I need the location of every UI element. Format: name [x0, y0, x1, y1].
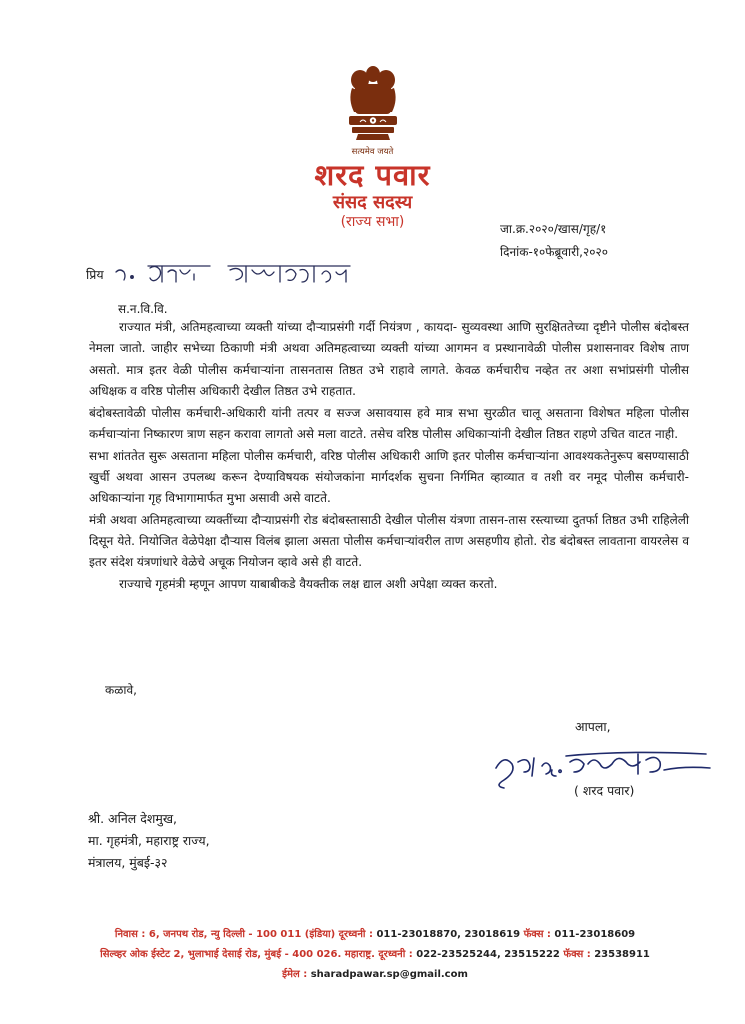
- emblem-motto: सत्यमेव जयते: [351, 147, 394, 157]
- letter-body: [89, 317, 689, 595]
- greeting: स.न.वि.वि.: [118, 302, 168, 316]
- footer-mumbai-address: सिल्व्हर ओक ईस्टेट 2, भुलाभाई देसाई रोड, मुंबई - 400 026. महाराष्ट्र. दूरध्वनी : 022-23525244, 23515222 फॅक्स : 23538911: [100, 949, 650, 960]
- addressee-name: श्री. अनिल देशमुख,: [88, 811, 178, 826]
- letter-date: दिनांक-१०फेब्रूवारी,२०२०: [500, 245, 608, 259]
- body-paragraph-1: राज्यात मंत्री, अतिमहत्वाच्या व्यक्ती यांच्या दौऱ्याप्रसंगी गर्दी नियंत्रण , कायदा- सुव्यवस्था आणि सुरक्षिततेच्या दृष्टीने पोलीस बंदोबस्त नेमला जातो. जाहीर सभेच्या ठिकाणी मंत्री अथवा अतिमहत्वाच्या व्यक्ती यांच्या आगमन व प्रस्थानावेळी पोलीस प्रशासनावर विशेष ताण असतो. मात्र इतर वेळी पोलीस कर्मचाऱ्यांना तासनतास तिष्ठत उभे राहावे लागते. केवळ कर्मचारीच नव्हेत तर अशा सभांप्रसंगी पोलीस अधिक्षक व वरिष्ठ पोलीस अधिकारी देखील तिष्ठत उभे राहतात.: [89, 320, 689, 398]
- addressee-office: मंत्रालय, मुंबई-३२: [88, 855, 168, 870]
- body-paragraph-5: राज्याचे गृहमंत्री म्हणून आपण याबाबीकडे वैयक्तीक लक्ष द्याल अशी अपेक्षा व्यक्त करतो.: [119, 576, 498, 591]
- valediction: आपला,: [575, 719, 611, 734]
- state-emblem-icon: [338, 64, 408, 146]
- salutation: प्रिय: [86, 267, 104, 282]
- letterhead-name: शरद पवार: [314, 158, 431, 192]
- footer-email-address: sharadpawar.sp@gmail.com: [310, 969, 468, 980]
- handwritten-addressee: [110, 258, 410, 294]
- footer-mumbai-phone: 022-23525244, 23515222: [416, 949, 560, 960]
- letterhead-title: संसद सदस्य: [332, 192, 413, 213]
- reference-number: जा.क्र.२०२०/खास/गृह/१: [500, 222, 607, 236]
- footer-mumbai-fax: 23538911: [594, 949, 650, 960]
- closing: कळावे,: [105, 683, 137, 697]
- footer-email: ईमेल : sharadpawar.sp@gmail.com: [282, 969, 468, 980]
- addressee-designation: मा. गृहमंत्री, महाराष्ट्र राज्य,: [88, 833, 210, 848]
- signatory-name: ( शरद पवार): [574, 783, 635, 798]
- letterhead-house: (राज्य सभा): [340, 214, 405, 230]
- body-paragraph-4: मंत्री अथवा अतिमहत्वाच्या व्यक्तींच्या दौऱ्याप्रसंगी रोड बंदोबस्तासाठी देखील पोलीस यंत्रणा तासन-तास रस्त्याच्या दुतर्फा तिष्ठत उभी राहिलेली दिसून येते. नियोजित वेळेपेक्षा दौऱ्यास विलंब झाला असता पोलीस कर्मचाऱ्यांवरील ताण असहणीय होतो. रोड बंदोबस्त लावताना वायरलेस व इतर संदेश यंत्रणांधारे वेळेचे अचूक नियोजन व्हावे असे ही वाटते.: [89, 512, 689, 570]
- footer-delhi-fax: 011-23018609: [554, 929, 636, 940]
- footer-delhi-phone: 011-23018870, 23018619: [376, 929, 521, 940]
- body-paragraph-3: सभा शांततेत सुरू असताना महिला पोलीस कर्मचारी, वरिष्ठ पोलीस अधिकारी आणि इतर पोलीस कर्मचाऱ्यांना आवश्यकतेनुरूप बसण्यासाठी खुर्ची अथवा आसन उपलब्ध करून देण्याविषयक संयोजकांना मार्गदर्शक सुचना निर्गमित व्हाव्यात व तशी वर नमूद पोलीस कर्मचारी-अधिकाऱ्यांना गृह विभागामार्फत मुभा असावी असे वाटते.: [89, 448, 689, 506]
- body-paragraph-2: बंदोबस्तावेळी पोलीस कर्मचारी-अधिकारी यांनी तत्पर व सज्ज असावयास हवे मात्र सभा सुरळीत चालू असताना विशेषत महिला पोलीस कर्मचाऱ्यांना निष्कारण त्राण सहन करावा लागतो असे मला वाटते. तसेच वरिष्ठ पोलीस अधिकाऱ्यांनी देखील तिष्ठत राहणे उचित वाटत नाही.: [89, 406, 689, 442]
- footer-delhi-address: निवास : 6, जनपथ रोड, न्यु दिल्ली - 100 011 (इंडिया) दूरध्वनी : 011-23018870, 23018619 फॅक्स : 011-23018609: [114, 929, 636, 940]
